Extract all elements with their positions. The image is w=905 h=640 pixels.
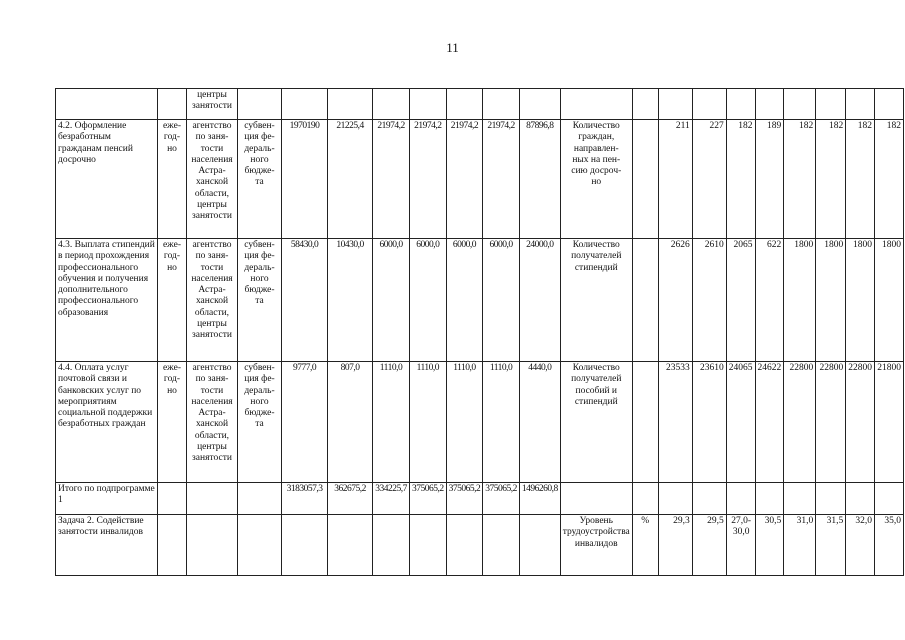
- indicator-value: 29,3: [658, 515, 692, 576]
- indicator-value: 22800: [846, 362, 875, 483]
- indicator-cell: Уровень трудоустройства инвалидов: [560, 515, 632, 576]
- indicator-value: 1800: [846, 239, 875, 362]
- indicator-value: 29,5: [692, 515, 726, 576]
- amount-total: 9777,0: [282, 362, 328, 483]
- indicator-value: 189: [755, 120, 784, 239]
- amount-year: 6000,0: [410, 239, 447, 362]
- amount-year: 334225,7: [373, 483, 410, 515]
- indicator-cell: Количество получателей пособий и стипендий: [560, 362, 632, 483]
- table-row: [56, 362, 904, 483]
- indicator-value: 622: [755, 239, 784, 362]
- indicator-value: 1800: [875, 239, 904, 362]
- unit-cell: [632, 120, 658, 239]
- unit-cell: %: [632, 515, 658, 576]
- indicator-value: 2610: [692, 239, 726, 362]
- indicator-value: 182: [846, 120, 875, 239]
- indicator-value: 21800: [875, 362, 904, 483]
- period-cell: еже- год- но: [158, 362, 187, 483]
- amount-total: 58430,0: [282, 239, 328, 362]
- agency-cell: агентство по заня- тости населения Астра- ханской области, центры занятости: [187, 362, 238, 483]
- amount-year: 21974,2: [483, 120, 520, 239]
- amount-year: 1110,0: [446, 362, 483, 483]
- indicator-cell: Количество получателей стипендий: [560, 239, 632, 362]
- indicator-value: 30,5: [755, 515, 784, 576]
- amount-period: 24000,0: [519, 239, 560, 362]
- agency-cell: агентство по заня- тости населения Астра- ханской области, центры занятости: [187, 120, 238, 239]
- agency-cell: центры занятости: [187, 89, 238, 120]
- indicator-value: 24622: [755, 362, 784, 483]
- amount-period: 1496260,8: [519, 483, 560, 515]
- task-cell: 4.4. Оплата услуг почтовой связи и банковских услуг по мероприятиям социальной поддержки безработных граждан: [56, 362, 158, 483]
- amount-year: 21974,2: [410, 120, 447, 239]
- amount-year: 21974,2: [373, 120, 410, 239]
- amount-year: 6000,0: [483, 239, 520, 362]
- indicator-value: 22800: [816, 362, 846, 483]
- indicator-value: 23533: [658, 362, 692, 483]
- funding-cell: субвен- ция фе- дераль- ного бюдже- та: [238, 362, 282, 483]
- task-cell: Задача 2. Содействие занятости инвалидов: [56, 515, 158, 576]
- indicator-value: 1800: [784, 239, 816, 362]
- amount-year: 21974,2: [446, 120, 483, 239]
- indicator-value: 22800: [784, 362, 816, 483]
- page-number: 11: [446, 40, 459, 55]
- total-row: [56, 483, 904, 515]
- indicator-value: 182: [816, 120, 846, 239]
- amount-year: 6000,0: [446, 239, 483, 362]
- task2-row: [56, 515, 904, 576]
- amount-total: 1970190: [282, 120, 328, 239]
- unit-cell: [632, 362, 658, 483]
- indicator-value: 211: [658, 120, 692, 239]
- amount-total: 3183057,3: [282, 483, 328, 515]
- indicator-value: 31,0: [784, 515, 816, 576]
- amount-period: 87896,8: [519, 120, 560, 239]
- period-cell: еже- год- но: [158, 120, 187, 239]
- program-table: [55, 88, 904, 576]
- indicator-value: 23610: [692, 362, 726, 483]
- agency-cell: агентство по заня- тости населения Астра- ханской области, центры занятости: [187, 239, 238, 362]
- indicator-value: 2065: [726, 239, 755, 362]
- task-cell: 4.3. Выплата стипендий в период прохождения профессионального обучения и получения дополнительного профессионального образования: [56, 239, 158, 362]
- amount-year: 1110,0: [410, 362, 447, 483]
- indicator-value: 182: [875, 120, 904, 239]
- indicator-value: 27,0-30,0: [726, 515, 755, 576]
- task-cell: 4.2. Оформление безработным гражданам пенсий досрочно: [56, 120, 158, 239]
- amount-year: 362675,2: [328, 483, 373, 515]
- indicator-value: 227: [692, 120, 726, 239]
- indicator-value: 35,0: [875, 515, 904, 576]
- amount-period: 4440,0: [519, 362, 560, 483]
- indicator-value: 31,5: [816, 515, 846, 576]
- amount-year: 21225,4: [328, 120, 373, 239]
- indicator-value: 24065: [726, 362, 755, 483]
- amount-year: 1110,0: [373, 362, 410, 483]
- indicator-value: 1800: [816, 239, 846, 362]
- amount-year: 375065,2: [483, 483, 520, 515]
- amount-year: 375065,2: [446, 483, 483, 515]
- amount-year: 1110,0: [483, 362, 520, 483]
- period-cell: еже- год- но: [158, 239, 187, 362]
- amount-year: 10430,0: [328, 239, 373, 362]
- funding-cell: субвен- ция фе- дераль- ного бюдже- та: [238, 120, 282, 239]
- funding-cell: субвен- ция фе- дераль- ного бюдже- та: [238, 239, 282, 362]
- amount-year: 375065,2: [410, 483, 447, 515]
- table-row: [56, 239, 904, 362]
- amount-year: 807,0: [328, 362, 373, 483]
- indicator-cell: Количество граждан, направлен- ных на пен- сию досроч- но: [560, 120, 632, 239]
- indicator-value: 2626: [658, 239, 692, 362]
- continuation-row: [56, 89, 904, 120]
- indicator-value: 182: [726, 120, 755, 239]
- amount-year: 6000,0: [373, 239, 410, 362]
- indicator-value: 182: [784, 120, 816, 239]
- task-cell: Итого по подпрограмме 1: [56, 483, 158, 515]
- table-row: [56, 120, 904, 239]
- indicator-value: 32,0: [846, 515, 875, 576]
- unit-cell: [632, 239, 658, 362]
